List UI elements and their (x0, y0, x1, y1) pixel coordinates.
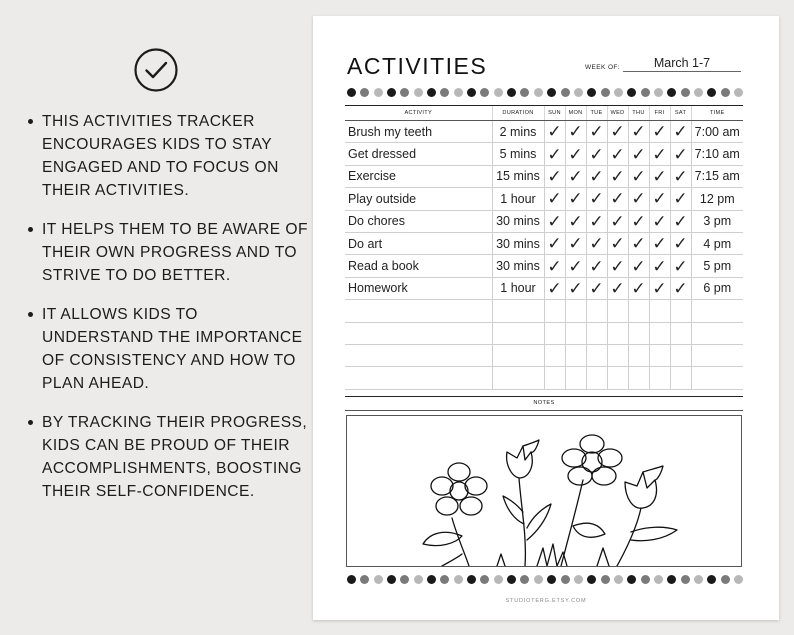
decorative-dot (707, 575, 716, 584)
duration-cell: 2 mins (492, 121, 544, 143)
decorative-dot (427, 575, 436, 584)
sheet-title: ACTIVITIES (347, 53, 488, 79)
check-mark-icon: ✓ (586, 188, 607, 210)
check-mark-icon: ✓ (628, 255, 649, 277)
check-mark-icon: ✓ (670, 232, 691, 254)
empty-cell (345, 344, 492, 366)
notes-label: NOTES (345, 396, 743, 411)
check-mark-icon: ✓ (628, 188, 649, 210)
empty-cell (586, 367, 607, 389)
table-row (345, 165, 743, 187)
check-mark-icon: ✓ (607, 255, 628, 277)
decorative-dot (400, 88, 409, 97)
check-mark-icon: ✓ (586, 165, 607, 187)
decorative-dot (534, 88, 543, 97)
check-mark-icon: ✓ (607, 232, 628, 254)
empty-cell (691, 300, 743, 322)
activity-cell: Brush my teeth (345, 121, 492, 143)
column-header: TUE (586, 106, 607, 121)
check-mark-icon: ✓ (649, 143, 670, 165)
decorative-dot (561, 88, 570, 97)
empty-cell (586, 300, 607, 322)
decorative-dot (507, 575, 516, 584)
empty-table-row (345, 367, 743, 389)
activity-table (345, 105, 743, 390)
check-mark-icon: ✓ (544, 277, 565, 299)
decorative-dot (467, 88, 476, 97)
check-mark-icon: ✓ (628, 165, 649, 187)
check-mark-icon: ✓ (628, 121, 649, 143)
duration-cell: 30 mins (492, 210, 544, 232)
decorative-dot (454, 88, 463, 97)
check-mark-icon: ✓ (649, 277, 670, 299)
activity-cell: Exercise (345, 165, 492, 187)
feature-bullet: THIS ACTIVITIES TRACKER ENCOURAGES KIDS TO STAY ENGAGED AND TO FOCUS ON THEIR ACTIVITIES. (26, 110, 310, 202)
time-cell: 7:10 am (691, 143, 743, 165)
decorative-dot (627, 88, 636, 97)
decorative-dot (347, 575, 356, 584)
decorative-dot (574, 575, 583, 584)
decorative-dot (601, 575, 610, 584)
empty-cell (586, 322, 607, 344)
check-mark-icon: ✓ (544, 165, 565, 187)
decorative-dot (494, 88, 503, 97)
decorative-dot (400, 575, 409, 584)
decorative-dot (587, 575, 596, 584)
decorative-dot (721, 88, 730, 97)
empty-table-row (345, 300, 743, 322)
time-cell: 12 pm (691, 188, 743, 210)
decorative-dot (480, 88, 489, 97)
empty-cell (345, 367, 492, 389)
check-mark-icon: ✓ (670, 210, 691, 232)
check-mark-icon: ✓ (670, 143, 691, 165)
decorative-dot (454, 575, 463, 584)
empty-cell (649, 300, 670, 322)
notes-area (346, 415, 742, 567)
activity-cell: Read a book (345, 255, 492, 277)
empty-cell (691, 367, 743, 389)
empty-cell (670, 322, 691, 344)
check-mark-icon: ✓ (565, 165, 586, 187)
decorative-dot (387, 88, 396, 97)
decorative-dot (507, 88, 516, 97)
time-cell: 7:00 am (691, 121, 743, 143)
activities-sheet (313, 16, 779, 620)
duration-cell: 30 mins (492, 255, 544, 277)
decorative-dot (587, 88, 596, 97)
check-mark-icon: ✓ (628, 143, 649, 165)
decorative-dot (347, 88, 356, 97)
week-value: March 1-7 (623, 56, 741, 72)
empty-cell (565, 344, 586, 366)
table-row (345, 121, 743, 143)
empty-cell (565, 300, 586, 322)
decorative-dot (374, 88, 383, 97)
empty-cell (670, 344, 691, 366)
check-mark-icon: ✓ (565, 277, 586, 299)
decorative-dot (494, 575, 503, 584)
decorative-dot (360, 575, 369, 584)
check-mark-icon: ✓ (544, 255, 565, 277)
decorative-dot (667, 88, 676, 97)
decorative-dot (534, 575, 543, 584)
activity-cell: Play outside (345, 188, 492, 210)
decorative-dot (694, 88, 703, 97)
week-label: WEEK OF: (585, 64, 620, 71)
column-header: SAT (670, 106, 691, 121)
empty-cell (607, 322, 628, 344)
check-mark-icon: ✓ (565, 143, 586, 165)
check-mark-icon: ✓ (586, 210, 607, 232)
check-mark-icon: ✓ (607, 143, 628, 165)
empty-cell (345, 322, 492, 344)
dot-border-bottom (347, 574, 743, 584)
empty-cell (691, 344, 743, 366)
decorative-dot (667, 575, 676, 584)
check-mark-icon: ✓ (670, 255, 691, 277)
check-mark-icon: ✓ (565, 121, 586, 143)
check-mark-icon: ✓ (670, 121, 691, 143)
check-mark-icon: ✓ (628, 232, 649, 254)
time-cell: 7:15 am (691, 165, 743, 187)
empty-cell (345, 300, 492, 322)
check-mark-icon: ✓ (607, 188, 628, 210)
decorative-dot (387, 575, 396, 584)
empty-cell (492, 344, 544, 366)
check-mark-icon: ✓ (565, 188, 586, 210)
check-mark-icon: ✓ (544, 232, 565, 254)
time-cell: 3 pm (691, 210, 743, 232)
empty-cell (649, 322, 670, 344)
empty-cell (492, 300, 544, 322)
decorative-dot (721, 575, 730, 584)
decorative-dot (574, 88, 583, 97)
duration-cell: 1 hour (492, 188, 544, 210)
empty-cell (628, 344, 649, 366)
check-mark-icon: ✓ (649, 210, 670, 232)
column-header: DURATION (492, 106, 544, 121)
check-mark-icon: ✓ (607, 210, 628, 232)
activity-cell: Get dressed (345, 143, 492, 165)
decorative-dot (547, 88, 556, 97)
dot-border-top (347, 87, 743, 97)
empty-table-row (345, 344, 743, 366)
activity-cell: Homework (345, 277, 492, 299)
empty-cell (628, 367, 649, 389)
decorative-dot (614, 575, 623, 584)
empty-cell (670, 367, 691, 389)
table-row (345, 143, 743, 165)
check-mark-icon: ✓ (607, 277, 628, 299)
empty-cell (544, 367, 565, 389)
check-mark-icon: ✓ (544, 143, 565, 165)
table-row (345, 255, 743, 277)
activity-cell: Do art (345, 232, 492, 254)
check-mark-icon: ✓ (628, 277, 649, 299)
column-header: MON (565, 106, 586, 121)
description-panel (0, 0, 310, 635)
decorative-dot (547, 575, 556, 584)
decorative-dot (520, 575, 529, 584)
empty-table-row (345, 322, 743, 344)
decorative-dot (707, 88, 716, 97)
check-mark-icon: ✓ (670, 277, 691, 299)
check-mark-icon: ✓ (565, 210, 586, 232)
decorative-dot (601, 88, 610, 97)
feature-bullet: IT ALLOWS KIDS TO UNDERSTAND THE IMPORTANCE OF CONSISTENCY AND HOW TO PLAN AHEAD. (26, 303, 310, 395)
table-row (345, 277, 743, 299)
activity-cell: Do chores (345, 210, 492, 232)
decorative-dot (681, 88, 690, 97)
duration-cell: 5 mins (492, 143, 544, 165)
decorative-dot (654, 575, 663, 584)
decorative-dot (641, 575, 650, 584)
empty-cell (492, 322, 544, 344)
decorative-dot (561, 575, 570, 584)
feature-list (26, 110, 310, 519)
feature-bullet: IT HELPS THEM TO BE AWARE OF THEIR OWN PROGRESS AND TO STRIVE TO DO BETTER. (26, 218, 310, 287)
column-header: WED (607, 106, 628, 121)
check-mark-icon: ✓ (670, 165, 691, 187)
check-mark-icon: ✓ (565, 255, 586, 277)
decorative-dot (440, 575, 449, 584)
check-mark-icon: ✓ (649, 121, 670, 143)
empty-cell (492, 367, 544, 389)
feature-bullet: BY TRACKING THEIR PROGRESS, KIDS CAN BE PROUD OF THEIR ACCOMPLISHMENTS, BOOSTING THEIR SELF-CONFIDENCE. (26, 411, 310, 503)
time-cell: 6 pm (691, 277, 743, 299)
decorative-dot (614, 88, 623, 97)
empty-cell (670, 300, 691, 322)
decorative-dot (480, 575, 489, 584)
empty-cell (607, 344, 628, 366)
empty-cell (544, 322, 565, 344)
empty-cell (565, 322, 586, 344)
column-header: ACTIVITY (345, 106, 492, 121)
check-mark-icon: ✓ (649, 165, 670, 187)
decorative-dot (414, 575, 423, 584)
decorative-dot (414, 88, 423, 97)
decorative-dot (681, 575, 690, 584)
decorative-dot (374, 575, 383, 584)
empty-cell (586, 344, 607, 366)
table-row (345, 210, 743, 232)
decorative-dot (654, 88, 663, 97)
check-mark-icon: ✓ (544, 210, 565, 232)
check-mark-icon: ✓ (586, 255, 607, 277)
circle-check-icon (133, 47, 179, 93)
check-mark-icon: ✓ (586, 143, 607, 165)
column-header: THU (628, 106, 649, 121)
empty-cell (607, 300, 628, 322)
column-header: TIME (691, 106, 743, 121)
table-row (345, 232, 743, 254)
check-mark-icon: ✓ (649, 232, 670, 254)
time-cell: 5 pm (691, 255, 743, 277)
empty-cell (649, 344, 670, 366)
empty-cell (544, 344, 565, 366)
empty-cell (628, 322, 649, 344)
decorative-dot (440, 88, 449, 97)
check-mark-icon: ✓ (586, 277, 607, 299)
column-header: SUN (544, 106, 565, 121)
check-mark-icon: ✓ (544, 121, 565, 143)
time-cell: 4 pm (691, 232, 743, 254)
table-row (345, 188, 743, 210)
column-header: FRI (649, 106, 670, 121)
sheet-footer: STUDIOTERG.ETSY.COM (505, 598, 587, 604)
flower-drawing-icon (347, 416, 741, 566)
decorative-dot (627, 575, 636, 584)
empty-cell (544, 300, 565, 322)
decorative-dot (520, 88, 529, 97)
check-mark-icon: ✓ (586, 121, 607, 143)
decorative-dot (427, 88, 436, 97)
empty-cell (565, 367, 586, 389)
check-mark-icon: ✓ (586, 232, 607, 254)
duration-cell: 15 mins (492, 165, 544, 187)
empty-cell (607, 367, 628, 389)
empty-cell (691, 322, 743, 344)
decorative-dot (467, 575, 476, 584)
duration-cell: 30 mins (492, 232, 544, 254)
decorative-dot (734, 88, 743, 97)
check-mark-icon: ✓ (670, 188, 691, 210)
empty-cell (628, 300, 649, 322)
check-mark-icon: ✓ (565, 232, 586, 254)
decorative-dot (641, 88, 650, 97)
decorative-dot (360, 88, 369, 97)
check-mark-icon: ✓ (649, 255, 670, 277)
check-mark-icon: ✓ (628, 210, 649, 232)
check-mark-icon: ✓ (607, 121, 628, 143)
decorative-dot (694, 575, 703, 584)
check-mark-icon: ✓ (649, 188, 670, 210)
table-header-row (345, 106, 743, 121)
decorative-dot (734, 575, 743, 584)
duration-cell: 1 hour (492, 277, 544, 299)
check-mark-icon: ✓ (544, 188, 565, 210)
check-mark-icon: ✓ (607, 165, 628, 187)
empty-cell (649, 367, 670, 389)
